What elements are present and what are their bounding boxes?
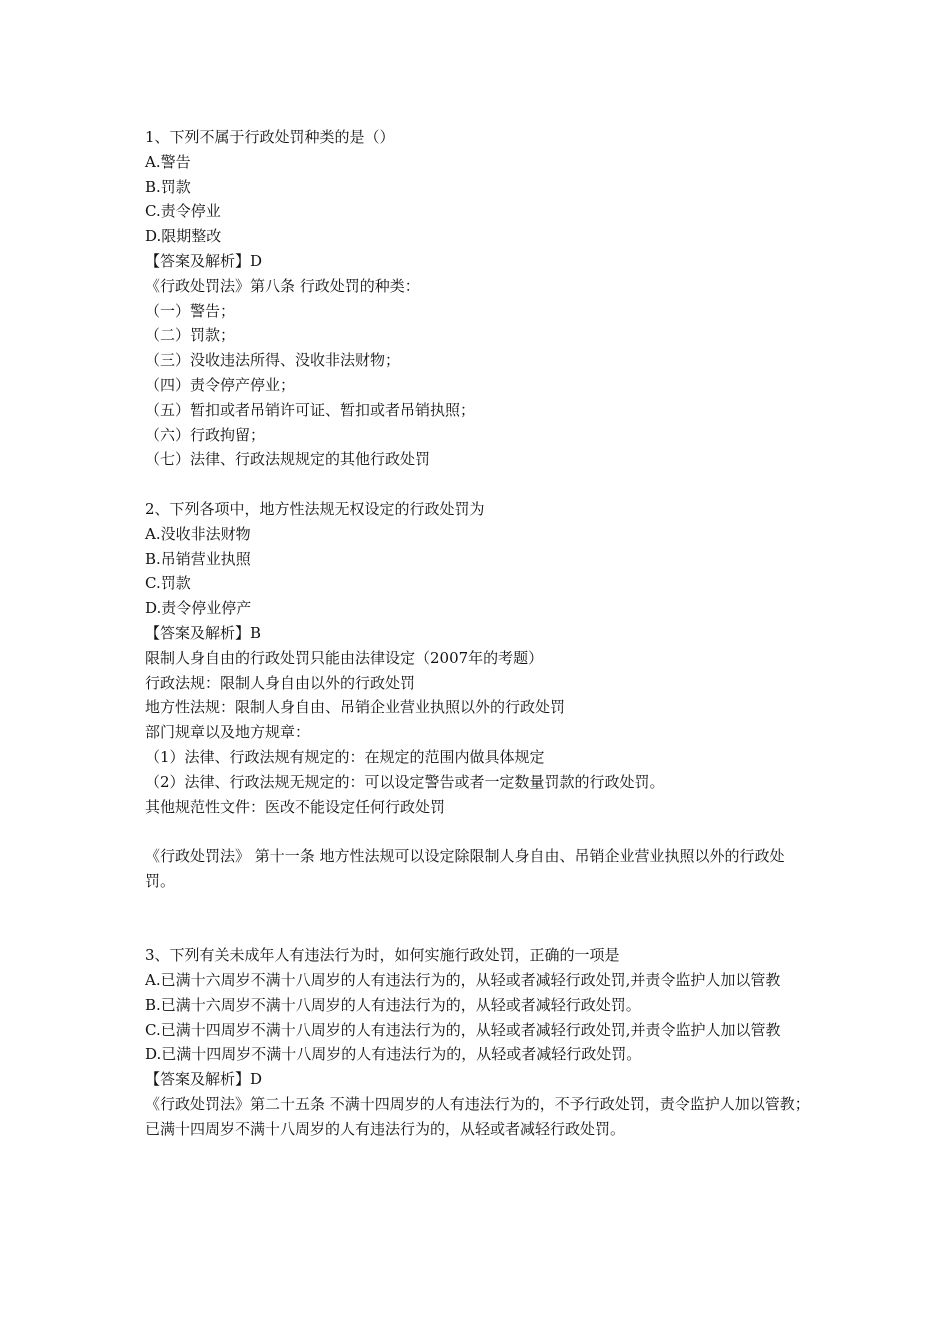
explanation-line: （三）没收违法所得、没收非法财物；: [145, 351, 401, 370]
explanation-line: 《行政处罚法》第二十五条 不满十四周岁的人有违法行为的，不予行政处罚，责令监护人加以管教；已满十四周岁不满十八周岁的人有违法行为的，从轻或者减轻行政处罚。: [145, 1095, 810, 1138]
explanation-line: （1）法律、行政法规有规定的：在规定的范围内做具体规定: [145, 747, 545, 766]
explanation-line: 其他规范性文件：医改不能设定任何行政处罚: [145, 797, 446, 816]
question-2: [145, 497, 810, 894]
explanation-line: （一）警告；: [145, 301, 236, 320]
explanation-line: （二）罚款；: [145, 326, 236, 345]
answer-line: 【答案及解析】B: [145, 623, 262, 642]
answer-line: 【答案及解析】D: [145, 1070, 263, 1089]
blank-line: [145, 472, 810, 497]
option-d: D.限期整改: [145, 227, 222, 246]
option-d: D.已满十四周岁不满十八周岁的人有违法行为的，从轻或者减轻行政处罚。: [145, 1045, 642, 1064]
explanation-line: （四）责令停产停业；: [145, 375, 296, 394]
blank-line: [145, 819, 810, 844]
option-a: A.已满十六周岁不满十八周岁的人有违法行为的，从轻或者减轻行政处罚,并责令监护人加以管教: [145, 971, 781, 990]
document-page: [145, 125, 810, 1142]
option-d: D.责令停业停产: [145, 599, 252, 618]
option-b: B.吊销营业执照: [145, 549, 251, 568]
question-stem: 3、下列有关未成年人有违法行为时，如何实施行政处罚，正确的一项是: [145, 946, 620, 965]
explanation-line: （2）法律、行政法规无规定的：可以设定警告或者一定数量罚款的行政处罚。: [145, 772, 665, 791]
explanation-line: 限制人身自由的行政处罚只能由法律设定（2007年的考题）: [145, 648, 544, 667]
blank-lines: [145, 894, 810, 944]
law-citation: 《行政处罚法》 第十一条 地方性法规可以设定除限制人身自由、吊销企业营业执照以外的行政处罚。: [145, 847, 785, 890]
option-c: C.责令停业: [145, 202, 221, 221]
explanation-line: 地方性法规：限制人身自由、吊销企业营业执照以外的行政处罚: [145, 698, 566, 717]
option-a: A.警告: [145, 152, 191, 171]
option-c: C.罚款: [145, 574, 191, 593]
question-1: [145, 125, 810, 472]
explanation-line: 部门规章以及地方规章：: [145, 723, 311, 742]
question-3: [145, 943, 810, 1141]
option-c: C.已满十四周岁不满十八周岁的人有违法行为的，从轻或者减轻行政处罚,并责令监护人加以管教: [145, 1020, 781, 1039]
explanation-line: 《行政处罚法》第八条 行政处罚的种类：: [145, 276, 420, 295]
option-b: B.罚款: [145, 177, 191, 196]
explanation-line: 行政法规：限制人身自由以外的行政处罚: [145, 673, 416, 692]
explanation-line: （五）暂扣或者吊销许可证、暂扣或者吊销执照；: [145, 400, 476, 419]
question-stem: 2、下列各项中，地方性法规无权设定的行政处罚为: [145, 499, 485, 518]
option-b: B.已满十六周岁不满十八周岁的人有违法行为的，从轻或者减轻行政处罚。: [145, 995, 641, 1014]
explanation-line: （七）法律、行政法规规定的其他行政处罚: [145, 450, 431, 469]
explanation-line: （六）行政拘留；: [145, 425, 266, 444]
question-stem: 1、下列不属于行政处罚种类的是（）: [145, 128, 395, 146]
option-a: A.没收非法财物: [145, 524, 251, 543]
answer-line: 【答案及解析】D: [145, 251, 263, 270]
